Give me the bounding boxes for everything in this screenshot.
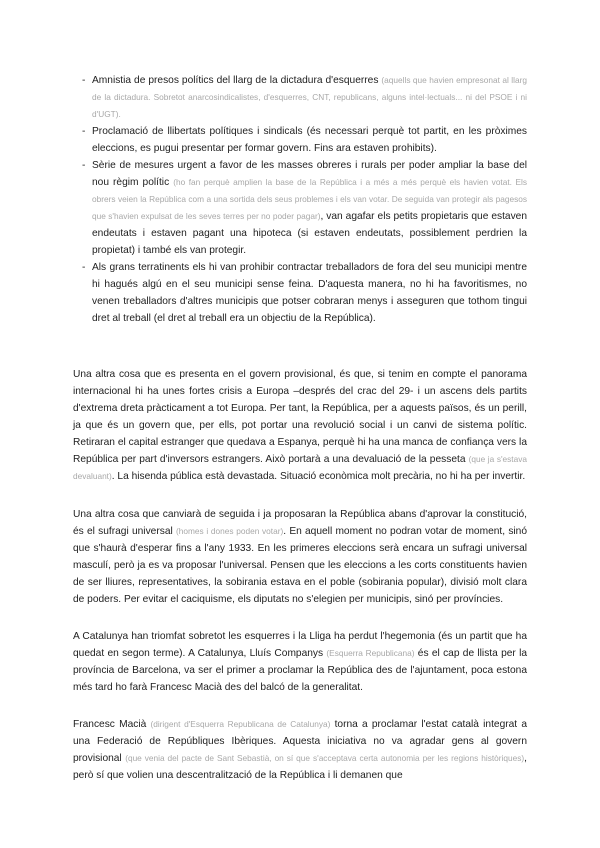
paragraph-note-2: (que venia del pacte de Sant Sebastià, on sí que s'acceptava certa autonomia per les regions històriques) bbox=[125, 753, 525, 763]
list-item bbox=[92, 72, 527, 123]
paragraph-text-continued: torna a proclamar l'estat català integrat a una Federació de Repúbliques Ibèriques. Aquesta iniciativa no va agradar gens al govern provisional bbox=[73, 719, 527, 764]
paragraph-note: (Esquerra Republicana) bbox=[326, 648, 415, 658]
bullet-text: Als grans terratinents els hi van prohibir contractar treballadors de fora del seu municipi mentre hi hagués algú en el seu municipi sense feina. D'aquesta manera, no hi ha favoritismes, no venen treballadors d'altres municipis que potser cobraran menys i asseguren que tothom tingui dret al treball (el dret al treball era un objectiu de la República). bbox=[92, 262, 527, 324]
paragraph-international bbox=[73, 366, 527, 485]
list-item bbox=[92, 157, 527, 259]
paragraph-note: (dirigent d'Esquerra Republicana de Catalunya) bbox=[150, 719, 331, 729]
paragraph-note: (homes i dones poden votar) bbox=[176, 526, 284, 536]
paragraph-text-end: , però sí que volien una descentralització de la República i li demanen que bbox=[73, 753, 527, 781]
list-item bbox=[92, 259, 527, 327]
bullet-text: Amnistia de presos polítics del llarg de la dictadura d'esquerres bbox=[92, 75, 379, 86]
paragraph-text: Francesc Macià bbox=[73, 719, 147, 730]
paragraph-text-continued: és el cap de llista per la província de Barcelona, va ser el primer a proclamar la República des de l'ajuntament, poca estona més tard ho farà Francesc Macià des del balcó de la generalitat. bbox=[73, 648, 528, 693]
paragraph-text: A Catalunya han triomfat sobretot les esquerres i la Lliga ha perdut l'hegemonia (és un partit que ha quedat en segon terme). A Catalunya, Lluís Companys bbox=[73, 631, 527, 659]
bullet-text: Sèrie de mesures urgent a favor de les masses obreres i rurals per poder ampliar la base del nou règim polític bbox=[92, 160, 527, 188]
bullet-text: Proclamació de llibertats polítiques i sindicals (és necessari perquè tot partit, en les pròximes eleccions, es pugui presentar per formar govern. Fins ara estaven prohibits). bbox=[92, 126, 527, 154]
bullet-note: (aquells que havien empresonat al llarg de la dictadura. Sobretot anarcosindicalistes, d'esquerres, CNT, republicans, alguns intel·lectuals... ni del PSOE i ni d'UGT). bbox=[92, 75, 527, 119]
paragraph-suffrage bbox=[73, 506, 527, 608]
list-item bbox=[92, 123, 527, 157]
paragraph-text: Una altra cosa que canviarà de seguida i ja proposaran la República abans d'aprovar la constitució, és el sufragi universal bbox=[73, 509, 527, 537]
bullet-text-continued: , van agafar els petits propietaris que estaven endeutats i estaven pagant una hipoteca (si estaven endeutats, possiblement perdrien la propietat) i també els van protegir. bbox=[92, 211, 528, 256]
paragraph-catalunya bbox=[73, 628, 527, 696]
paragraph-text-continued: . La hisenda pública està devastada. Situació econòmica molt precària, no hi ha per invertir. bbox=[111, 471, 526, 482]
bullet-note: (ho fan perquè amplien la base de la República i a més a més perquè els havien votat. Els obrers veien la República com a una sortida dels seus problemes i els van votar. De seguida van protegir als pagesos que s'havien expulsat de les seves terres per no poder pagar) bbox=[92, 177, 527, 221]
paragraph-text-continued: . En aquell moment no podran votar de moment, sinó que s'haurà d'esperar fins a l'any 1933. En les primeres eleccions serà encara un sufragi universal masculí, però ja es va proposar l'universal. Pensen que les eleccions a les corts constituents havien de ser lliures, representatives, la sobirania estava en el poble (sobirania popular), divisió molt clara de poders. Per evitar el caciquisme, els diputats no s'elegien per municipis, sinó per províncies. bbox=[73, 526, 528, 605]
paragraph-text: Una altra cosa que es presenta en el govern provisional, és que, si tenim en compte el panorama internacional hi ha unes fortes crisis a Europa –després del crac del 29- i un ascens dels partits d'extrema dreta pràcticament a tot Europa. Per tant, la República, per a aquests països, és un perill, ja que és un govern que, per ells, pot portar una revolució social i un canvi de sistema polític. Retiraran el capital estranger que quedava a Espanya, perquè hi ha una manca de confiança vers la República per part d'inversors estrangers. Això portarà a una devaluació de la pesseta bbox=[73, 369, 527, 465]
paragraph-macia bbox=[73, 716, 527, 784]
measures-list bbox=[92, 72, 527, 327]
paragraph-note: (que ja s'estava devaluant) bbox=[73, 454, 527, 481]
